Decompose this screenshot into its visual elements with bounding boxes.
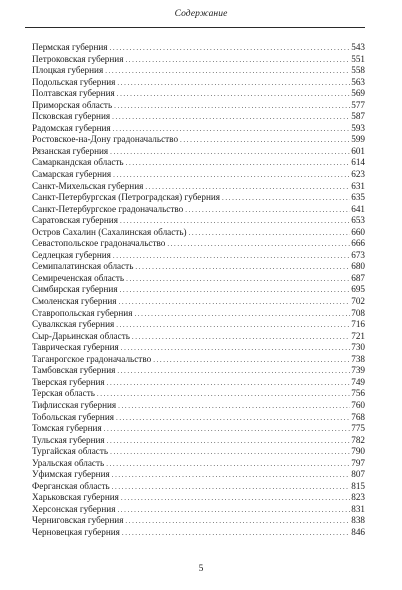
toc-dot-leader [112,482,351,493]
toc-entry [32,100,365,112]
toc-dot-leader [153,355,350,366]
toc-entry [32,365,365,377]
toc-entry-page: 708 [351,307,365,318]
toc-entry [32,215,365,227]
toc-entry-title: Севастопольское градоначальство [32,238,166,249]
toc-entry [32,146,365,158]
toc-entry-title: Херсонская губерния [32,503,116,514]
toc-entry-title: Санкт-Петербургское градоначальство [32,203,184,214]
toc-entry [32,284,365,296]
toc-entry-title: Сувалкская губерния [32,319,115,330]
toc-dot-leader [132,332,350,343]
toc-entry-title: Тургайская область [32,446,109,457]
toc-entry [32,515,365,527]
toc-entry-page: 790 [351,446,365,457]
toc-entry [32,273,365,285]
toc-entry-page: 577 [351,99,365,110]
toc-entry-page: 635 [351,192,365,203]
toc-dot-leader [126,274,350,285]
toc-dot-leader [110,147,350,158]
toc-entry-title: Уфимская губерния [32,469,110,480]
toc-entry-page: 756 [351,388,365,399]
toc-entry-title: Сыр-Дарьинская область [32,330,130,341]
toc-entry [32,296,365,308]
toc-entry-page: 739 [351,365,365,376]
toc-entry-title: Самаркандская область [32,157,124,168]
toc-dot-leader [112,112,350,123]
toc-entry [32,123,365,135]
toc-entry-page: 660 [351,226,365,237]
toc-entry-title: Уральская область [32,457,105,468]
toc-dot-leader [121,343,350,354]
toc-dot-leader [116,320,350,331]
toc-dot-leader [112,470,351,481]
toc-entry [32,42,365,54]
toc-entry-title: Томская губерния [32,423,102,434]
toc-entry [32,181,365,193]
toc-entry-page: 702 [351,296,365,307]
toc-entry-title: Седлецкая губерния [32,249,111,260]
toc-dot-leader [121,493,350,504]
toc-entry-title: Тверская губерния [32,376,105,387]
toc-entry [32,204,365,216]
toc-entry-title: Полтавская губерния [32,88,115,99]
toc-dot-leader [110,43,351,54]
toc-entry-title: Рязанская губерния [32,145,109,156]
toc-entry-title: Симбирская губерния [32,284,118,295]
toc-dot-leader [97,389,350,400]
toc-entry [32,319,365,331]
toc-entry-page: 749 [351,376,365,387]
toc-entry [32,157,365,169]
toc-entry [32,342,365,354]
toc-entry-page: 760 [351,399,365,410]
toc-entry-page: 846 [351,526,365,537]
toc-entry [32,377,365,389]
header-rule [25,27,365,28]
toc-entry-title: Приморская область [32,99,113,110]
toc-dot-leader [117,78,350,89]
toc-entry-page: 666 [351,238,365,249]
toc-entry [32,77,365,89]
toc-entry [32,469,365,481]
toc-dot-leader [104,424,351,435]
toc-entry-title: Пермская губерния [32,42,108,52]
toc-dot-leader [117,505,350,516]
toc-entry-page: 563 [351,76,365,87]
toc-entry-title: Псковская губерния [32,111,111,122]
toc-entry-title: Таврическая губерния [32,342,119,353]
toc-dot-leader [117,89,351,100]
toc-entry-title: Саратовская губерния [32,215,118,226]
toc-dot-leader [117,366,350,377]
toc-dot-leader [222,193,350,204]
toc-entry-page: 543 [351,42,365,52]
toc-dot-leader [113,251,350,262]
toc-entry-title: Смоленская губерния [32,296,117,307]
toc-dot-leader [125,516,350,527]
toc-entry [32,227,365,239]
toc-entry-page: 782 [351,434,365,445]
toc-entry-title: Черновецкая губерния [32,526,120,537]
toc-dot-leader [120,216,350,227]
toc-dot-leader [145,182,350,193]
toc-dot-leader [134,309,350,320]
toc-entry-title: Петроковская губерния [32,53,124,64]
toc-entry-page: 653 [351,215,365,226]
table-of-contents [32,42,365,539]
toc-entry-page: 716 [351,319,365,330]
toc-entry [32,504,365,516]
toc-entry-page: 614 [351,157,365,168]
toc-entry-page: 587 [351,111,365,122]
page-number: 5 [198,564,204,574]
toc-entry-title: Ферганская область [32,480,110,491]
toc-entry-title: Терская область [32,388,95,399]
toc-entry-title: Харьковская губерния [32,492,119,503]
toc-entry-page: 768 [351,411,365,422]
toc-dot-leader [110,447,350,458]
toc-entry-page: 730 [351,342,365,353]
toc-dot-leader [106,459,350,470]
toc-entry-page: 558 [351,65,365,76]
toc-entry-page: 601 [351,145,365,156]
toc-entry [32,388,365,400]
toc-entry [32,458,365,470]
toc-entry-page: 599 [351,134,365,145]
toc-entry-title: Тамбовская губерния [32,365,116,376]
toc-entry-page: 831 [351,503,365,514]
toc-entry-page: 838 [351,515,365,526]
toc-entry-title: Самарская губерния [32,169,112,180]
toc-entry [32,238,365,250]
toc-dot-leader [105,66,350,77]
toc-entry [32,111,365,123]
toc-entry [32,88,365,100]
toc-dot-leader [118,401,350,412]
toc-entry-title: Тобольская губерния [32,411,114,422]
toc-entry-title: Остров Сахалин (Сахалинская область) [32,226,187,237]
toc-entry [32,354,365,366]
toc-entry [32,527,365,539]
toc-entry [32,308,365,320]
toc-entry-page: 551 [351,53,365,64]
toc-entry [32,481,365,493]
toc-dot-leader [189,228,351,239]
toc-entry-page: 569 [351,88,365,99]
toc-entry-title: Черниговская губерния [32,515,124,526]
toc-entry [32,412,365,424]
toc-entry [32,169,365,181]
toc-dot-leader [107,378,351,389]
toc-entry-page: 815 [351,480,365,491]
toc-dot-leader [185,205,350,216]
toc-dot-leader [113,124,351,135]
toc-dot-leader [135,262,350,273]
toc-entry-page: 631 [351,180,365,191]
toc-entry [32,423,365,435]
toc-dot-leader [120,285,351,296]
toc-dot-leader [107,436,351,447]
toc-entry-page: 695 [351,284,365,295]
toc-entry-page: 775 [351,423,365,434]
toc-dot-leader [114,101,350,112]
toc-entry-page: 738 [351,353,365,364]
toc-entry-title: Тульская губерния [32,434,105,445]
toc-entry [32,435,365,447]
toc-dot-leader [180,135,350,146]
toc-entry-title: Семипалатинская область [32,261,134,272]
toc-entry-title: Санкт-Михельская губерния [32,180,144,191]
toc-dot-leader [126,158,351,169]
toc-entry [32,192,365,204]
toc-entry [32,250,365,262]
toc-entry-page: 797 [351,457,365,468]
toc-entry-page: 593 [351,122,365,133]
toc-entry-page: 641 [351,203,365,214]
toc-entry-page: 823 [351,492,365,503]
toc-dot-leader [125,55,350,66]
toc-entry [32,261,365,273]
toc-entry-title: Подольская губерния [32,76,116,87]
toc-entry [32,54,365,66]
toc-entry-title: Плоцкая губерния [32,65,104,76]
toc-entry [32,492,365,504]
toc-entry-title: Радомская губерния [32,122,111,133]
toc-entry-page: 680 [351,261,365,272]
toc-entry-page: 721 [351,330,365,341]
toc-entry [32,446,365,458]
toc-entry [32,65,365,77]
toc-entry-page: 673 [351,249,365,260]
toc-entry [32,400,365,412]
toc-dot-leader [116,413,350,424]
toc-entry [32,134,365,146]
toc-dot-leader [113,170,350,181]
toc-entry-title: Ставропольская губерния [32,307,133,318]
toc-entry-title: Семиреченская область [32,272,125,283]
toc-entry-page: 807 [351,469,365,480]
toc-entry-title: Тифлисская губерния [32,399,117,410]
toc-entry-page: 687 [351,272,365,283]
toc-entry-page: 623 [351,169,365,180]
running-header: Содержание [174,9,228,19]
toc-dot-leader [119,297,351,308]
toc-entry-title: Санкт-Петербургская (Петроградская) губерния [32,192,221,203]
toc-entry-title: Таганрогское градоначальство [32,353,152,364]
toc-entry-title: Ростовское-на-Дону градоначальство [32,134,179,145]
toc-entry [32,331,365,343]
toc-dot-leader [122,528,350,539]
toc-dot-leader [167,239,350,250]
